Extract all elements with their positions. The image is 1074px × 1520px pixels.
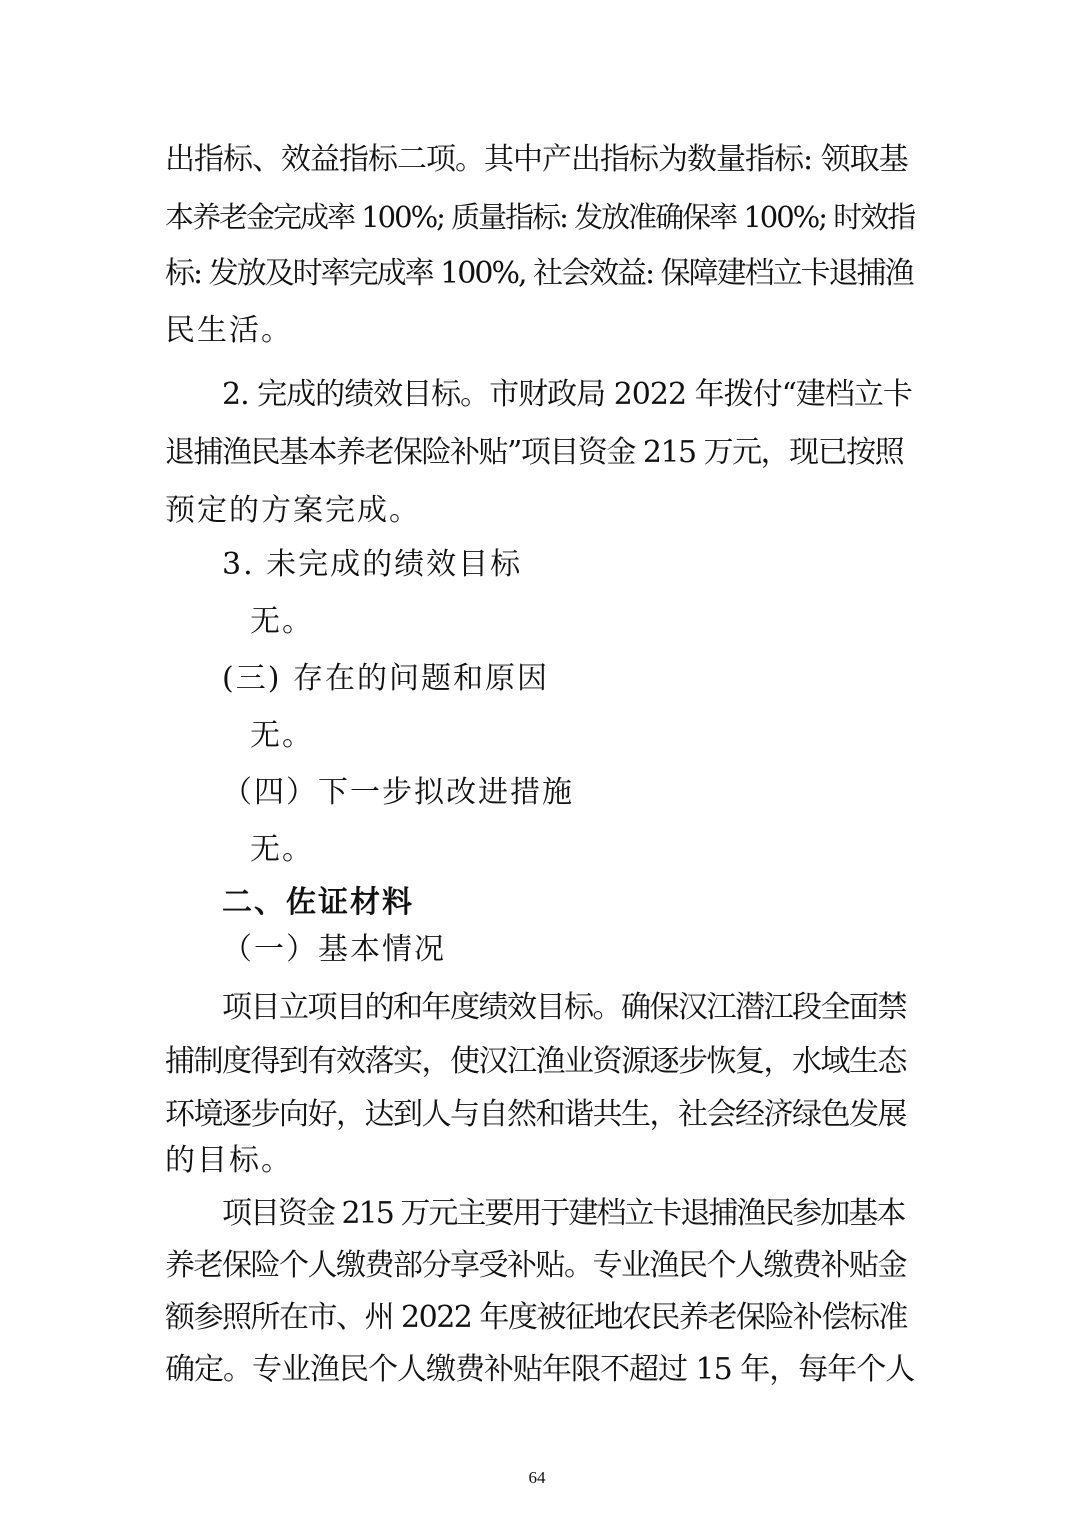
subheading: （四）下一步拟改进措施 [222, 775, 574, 810]
paragraph-line: 无。 [250, 604, 314, 639]
paragraph-line: 本养老金完成率 100%; 质量指标: 发放准确保率 100%; 时效指 [165, 200, 915, 234]
paragraph-line: 养老保险个人缴费部分享受补贴。专业渔民个人缴费补贴金 [165, 1248, 906, 1283]
paragraph-line: 民生活。 [165, 313, 293, 348]
paragraph-line: 无。 [250, 718, 314, 753]
paragraph-line: 预定的方案完成。 [165, 493, 421, 528]
paragraph-line: 额参照所在市、州 2022 年度被征地农民养老保险补偿标准 [165, 1300, 907, 1335]
paragraph-line: 项目资金 215 万元主要用于建档立卡退捕渔民参加基本 [222, 1196, 905, 1231]
paragraph-line: 确定。专业渔民个人缴费补贴年限不超过 15 年，每年个人 [165, 1352, 915, 1387]
subheading: （一）基本情况 [222, 932, 446, 967]
section-heading: 二、佐证材料 [222, 885, 414, 920]
paragraph-line: 捕制度得到有效落实，使汉江渔业资源逐步恢复，水域生态 [165, 1044, 906, 1079]
subheading: 3. 未完成的绩效目标 [222, 547, 523, 582]
paragraph-line: 环境逐步向好，达到人与自然和谐共生，社会经济绿色发展 [165, 1097, 906, 1132]
paragraph-line: 出指标、效益指标二项。其中产出指标为数量指标: 领取基 [165, 142, 908, 177]
paragraph-line: 2. 完成的绩效目标。市财政局 2022 年拨付“建档立卡 [222, 377, 912, 412]
paragraph-line: 退捕渔民基本养老保险补贴”项目资金 215 万元，现已按照 [165, 435, 904, 470]
paragraph-line: 的目标。 [165, 1143, 293, 1178]
subheading: (三) 存在的问题和原因 [222, 661, 549, 696]
page-number: 64 [528, 1468, 546, 1487]
paragraph-line: 标: 发放及时率完成率 100%, 社会效益: 保障建档立卡退捕渔 [165, 256, 913, 291]
paragraph-line: 项目立项目的和年度绩效目标。确保汉江潜江段全面禁 [222, 990, 906, 1025]
paragraph-line: 无。 [250, 832, 314, 867]
